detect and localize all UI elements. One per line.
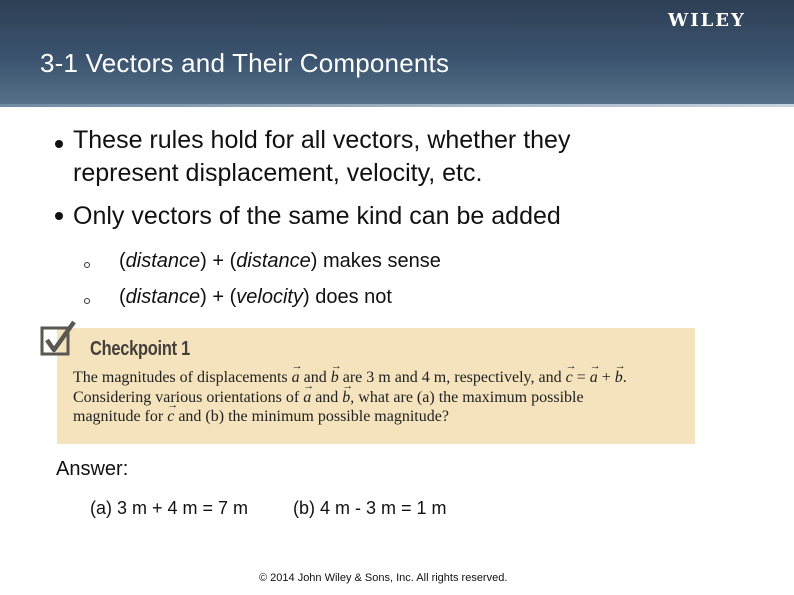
cp-text-part: , what are (a) the maximum possible [350,388,584,406]
vector-a: → a [292,368,300,388]
answer-b: (b) 4 m - 3 m = 1 m [293,498,447,518]
checkpoint-question [73,368,683,427]
vector-a: → a [590,368,598,388]
vector-a: → a [303,388,311,408]
term-velocity: velocity [236,286,303,308]
term-distance: distance [125,286,201,308]
header-rule [0,104,794,107]
cp-text-part: = [572,369,590,386]
cp-text-part: + [597,369,615,386]
term-plus: ) + ( [200,250,237,272]
copyright-footer: © 2014 John Wiley & Sons, Inc. All rights reserved. [259,572,508,584]
cp-text-part: The magnitudes of displacements [73,369,292,386]
cp-text-part: and (b) the minimum possible magnitude? [174,408,449,425]
cp-text-part: magnitude for [73,408,168,425]
vector-c: → c [167,407,174,427]
cp-text-part: Considering various orientations of [73,388,304,406]
term-tail: ) does not [303,286,392,308]
bullet-1 [73,124,570,190]
bullet-dot [55,140,63,148]
vector-b: → b [342,388,350,408]
vector-b: → b [615,368,623,388]
cp-text-part: and [311,388,343,406]
vector-c: → c [566,368,573,388]
sub-bullet-dot [84,262,90,268]
cp-text-part: are 3 m and 4 m, respectively, and [338,369,566,386]
sub-bullet-dot [84,298,90,304]
checkpoint-heading: Checkpoint 1 [90,338,191,360]
term-distance: distance [125,250,201,272]
vector-b: → b [331,368,339,388]
sub-bullet-2: (distance) + (velocity) does not [119,286,392,308]
term-plus: ) + ( [200,286,237,308]
bullet-2: Only vectors of the same kind can be added [73,202,561,230]
checkbox-check-icon [40,320,78,358]
answer-label: Answer: [56,458,129,480]
bullet-1-line-1: These rules hold for all vectors, whether they [73,126,571,154]
slide-title: 3-1 Vectors and Their Components [40,48,450,78]
cp-text-part: . [622,369,627,386]
sub-bullet-1: (distance) + (distance) makes sense [119,250,441,272]
wiley-logo: WILEY [668,10,746,31]
bullet-dot [55,212,63,220]
term-distance: distance [236,250,311,272]
bullet-1-line-2: represent displacement, velocity, etc. [73,159,483,187]
term-tail: ) makes sense [310,250,441,272]
answer-a: (a) 3 m + 4 m = 7 m [90,498,249,518]
cp-text-part: and [299,369,331,386]
